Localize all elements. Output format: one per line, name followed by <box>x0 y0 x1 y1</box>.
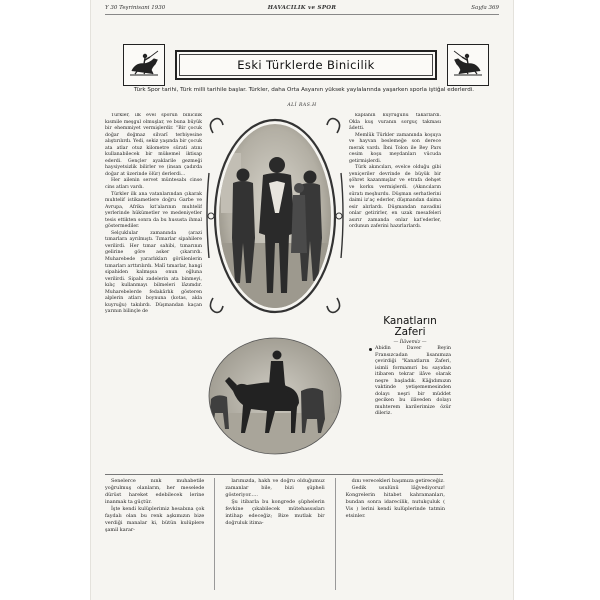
bottom-column-1 <box>105 478 204 590</box>
paragraph: Her ailenin servet müntesabı cinse cins atları vardı. <box>105 178 202 191</box>
paragraph: Memlûk Türkler zamanında koşuya ve hayvan beslemeğe son derece merak vardı. İbni Tolon ile Bey Pars cesim koşu meydanları vücuda getirmişlerdi. <box>349 132 441 164</box>
rider-emblem-left-icon <box>123 44 165 86</box>
article-title-box <box>175 50 437 80</box>
paragraph: Senelerce nınk muhabetile yoğrulmuş olanların, her meselede dürüst hareket edebilecek lerine inanmak ta güçtür. <box>105 478 205 505</box>
paragraph: larımızda, hakh ve doğru olduğumuz zamanlar bile, bizi şüpheli gösteriyor..... <box>225 478 325 498</box>
bottom-column-2 <box>225 478 324 590</box>
article-author: ALİ RAS.H <box>287 103 317 108</box>
paragraph: İşte kendi kulüplerimiz hesabına çok faydalı olan bu renk aşkımızın bize verdiği manalar ki, bütün kulüplere şamil karar- <box>105 506 205 533</box>
article-title: Eski Türklerde Binicilik <box>237 58 375 72</box>
running-head <box>105 4 499 15</box>
paragraph: Selçuklular zamanında (arazi tımarlara ayrılmıştı. Tımarlar sipahilere verilirdi. Her tımar sahibi, tımarının gelirine göre asker çıkarırdı. Muharebede yararlıkları görülenlerin tımarları arttırılırdı. Malî tımarlar, hangi sipahiden kalmışsa onun oğluna verilirdi. Sipahi zadelerin ata binmeyi, kılıç kullanmayı bilmeleri lâzımdır. Muharebelerde fedakârlık gösteren alplerin atları boynuna (kotas, akla kuyruğu) takılırdı. Düşmandan kaçan yarının bilinçle de <box>105 230 202 315</box>
oval-portrait-photo <box>203 113 347 318</box>
notice-body: Abidin Daver Beyin Fransızcadan lisanımıza çevirdiği "Kanatların Zaferi, isimli formamıri bu sayıdan itibaren tekrar ilâve olarak neşre başladık. Kâğıdımızın vaktinde yetişememesinden dolayı neşri bir müddet geciken bu ilâveden dolayı muhterem karilerimize özür dileriz. <box>369 346 451 418</box>
left-text-column <box>105 113 202 475</box>
paragraph: Türkler ilk ana vatanlarından çıkarak muhtelif istikametlere doğru Garbe ve Avrupa, Afrika kıt'alarının muhtelif yerlerinde hükümetler ve medeniyetler tesis ettikten sonra da bu hususta ihmal göstermediler. <box>105 191 202 230</box>
right-text-column <box>349 113 441 313</box>
supplement-notice <box>369 316 451 472</box>
magazine-name: HAVACILIK ve SPOR <box>267 5 337 11</box>
horseman-photo <box>203 333 347 459</box>
magazine-page <box>91 0 513 600</box>
page-number: Sayfa 369 <box>471 5 499 11</box>
bottom-article <box>105 478 445 590</box>
rider-emblem-right-icon <box>447 44 489 86</box>
issue-date: Y 30 Teşrinisani 1930 <box>105 5 166 11</box>
paragraph: Şu itibarla bu kongrede şüphelerin fevkine çıkabilecek mütehassısları intihap edeceğiz; Bize mutlak bir doğruluk itima- <box>225 499 325 526</box>
column-rule <box>214 478 215 590</box>
paragraph: Gedik usulünü lâğvediyoruz! Kongrelerin hitabet kahramanları, bundan sonra idarecilik, nutukçuluk ( Vis ) lerini kendi kulüplerinde tatmin etsinler. <box>345 485 445 519</box>
section-divider <box>105 474 443 475</box>
bottom-column-3 <box>346 478 445 590</box>
article-intro: Türk Spor tarihi, Türk milli tarihile başlar. Türkler, daha Orta Asyanın yüksek yaylalarında yaşarken sporla iştiğal ederlerdi. <box>133 87 475 93</box>
paragraph: kaplanın kuyruğunu takarlardı. Okla kuş vuranın sorguç takması âdetti. <box>349 113 441 132</box>
paragraph: Türkler, ilk evel sporun binicilik kısmile meşgul olmuşlar, ve buna büyük bir ehemmiyet vermişlerdir. "Bir çocuk doğar doğmaz silvarî terbiyesine alıştırılırdı. Yedi, sekiz yaşında bir çocuk ata atlar otuz kilometre sürati atını kullanabilecek bir mükemel iktisap ederdi. Gençler ayaklarile gezmeği haysiyetsizlik bilirler ve (insan çadırda doğar at üzerinde ölür) derlerdi... <box>105 113 202 177</box>
notice-subtitle: — İlâvemiz — <box>393 340 427 345</box>
notice-title-line2: Zaferi <box>394 326 426 338</box>
article-banner <box>123 44 489 86</box>
paragraph: dını verecekleri başımıza getireceğiz. <box>351 478 445 484</box>
paragraph: Türk akıncıları, evelce olduğu gibi yeniçeriler devrinde de büyük bir şöhret kazanmışlar ve etrafa dehşet ve korku vermişlerdi. (Akıncıların süratı meşhurdu. Düşman serhatlerini daimi iz'aç ederler, düşmandan daima esir alırlardı. Düşmandan navadini onlar getirirler, en uzak mesafeleri asırır zamanda onlar kat'ederler, ordunun zaferini hazırlarlardı. <box>349 165 441 230</box>
notice-title-line1: Kanatların <box>383 315 437 327</box>
column-rule <box>335 478 336 590</box>
